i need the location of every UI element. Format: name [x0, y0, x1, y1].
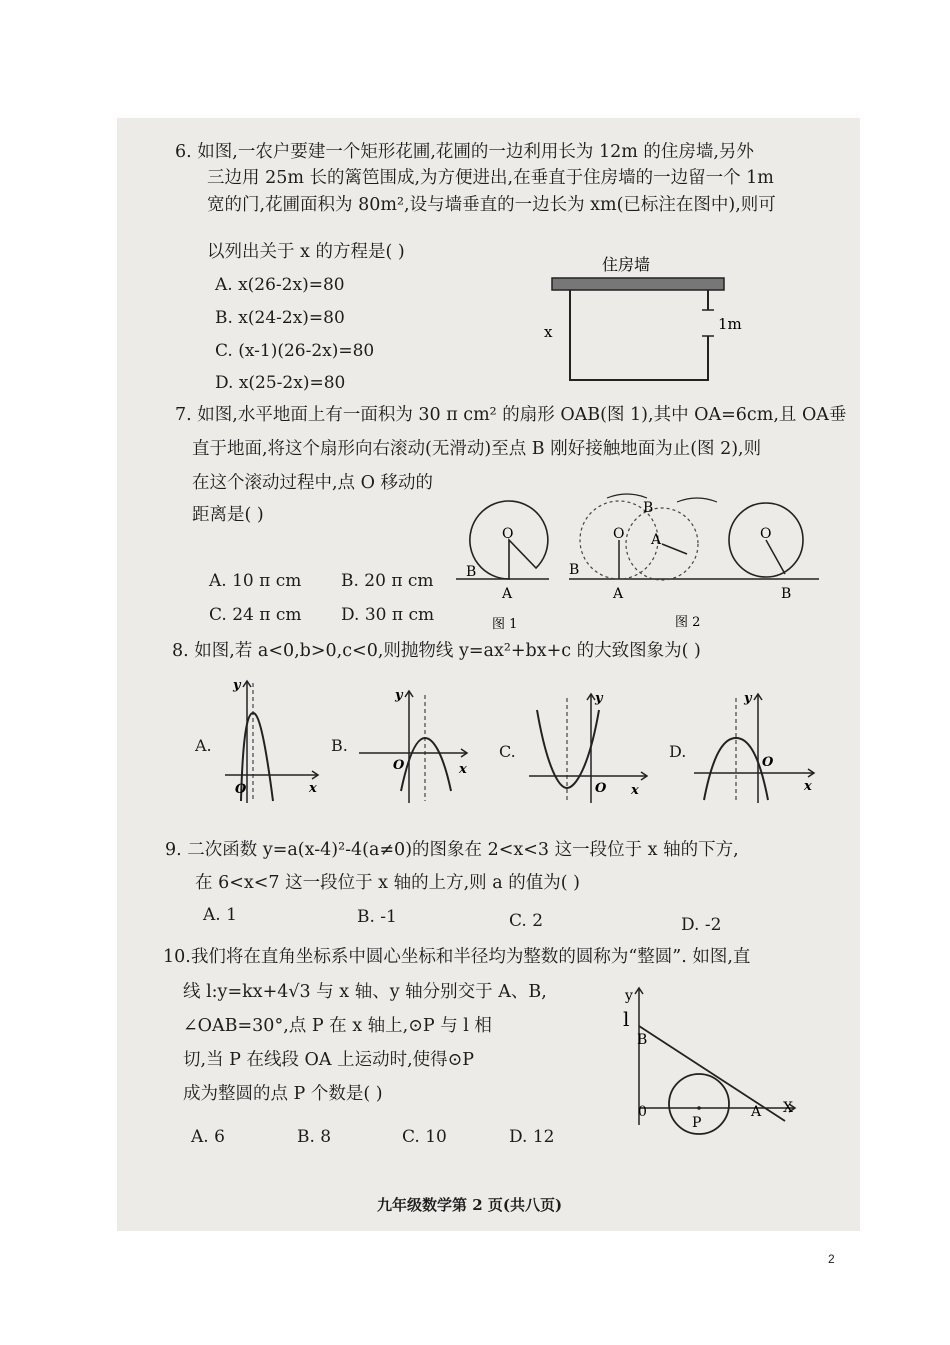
label-a-start: A: [613, 586, 624, 602]
q7-option-c: C. 24 π cm: [209, 605, 302, 625]
svg-text:x: x: [459, 762, 467, 777]
q10-option-c: C. 10: [402, 1127, 447, 1147]
q7-option-a: A. 10 π cm: [209, 571, 302, 591]
tangent-line-l: [639, 1026, 785, 1121]
door-label: 1m: [718, 315, 742, 333]
svg-text:y: y: [233, 678, 241, 693]
svg-text:x: x: [631, 783, 639, 798]
sector-figure-2: [567, 486, 827, 638]
svg-text:O: O: [595, 781, 607, 796]
q9-option-a: A. 1: [203, 905, 237, 925]
label-b-end: B: [781, 586, 792, 602]
graph-a: [223, 673, 323, 808]
label-y: y: [625, 988, 633, 1004]
q10-line-3: ∠OAB=30°,点 P 在 x 轴上,⊙P 与 l 相: [183, 1016, 492, 1036]
sector-figure-1: [454, 488, 564, 638]
center-p: [697, 1106, 701, 1110]
q9-line-2: 在 6<x<7 这一段位于 x 轴的上方,则 a 的值为( ): [195, 873, 580, 893]
fence: [570, 290, 708, 380]
label-b-mid: B: [643, 500, 654, 516]
q10-line-4: 切,当 P 在线段 OA 上运动时,使得⊙P: [183, 1050, 475, 1070]
figure-1-caption: 图 1: [492, 617, 518, 632]
page-number: 2: [828, 1252, 835, 1266]
svg-text:y: y: [744, 691, 752, 706]
label-a: A: [751, 1104, 762, 1120]
label-o-end: O: [760, 526, 772, 542]
svg-text:x: x: [309, 781, 317, 796]
radius-middle: [662, 544, 687, 554]
svg-text:x: x: [804, 779, 812, 794]
motion-arrow-2: [677, 498, 717, 502]
q8-option-c-label: C.: [499, 742, 516, 761]
q7-option-b: B. 20 π cm: [341, 571, 434, 591]
q8-option-d-label: D.: [669, 742, 687, 761]
q7-line-4: 距离是( ): [192, 505, 264, 525]
q10-option-a: A. 6: [191, 1127, 225, 1147]
label-b-start: B: [569, 562, 580, 578]
radius-ob-end: [766, 540, 785, 574]
q6-option-c: C. (x-1)(26-2x)=80: [215, 341, 375, 361]
figure-2-caption: 图 2: [675, 615, 701, 630]
svg-text:O: O: [393, 758, 405, 773]
q9-line-1: 9. 二次函数 y=a(x-4)²-4(a≠0)的图象在 2<x<3 这一段位于 x 轴的下方,: [165, 840, 739, 860]
q6-line-1: 6. 如图,一农户要建一个矩形花圃,花圃的一边利用长为 12m 的住房墙,另外: [175, 142, 754, 162]
graph-c: [527, 688, 657, 808]
q9-option-c: C. 2: [509, 911, 544, 931]
q7-line-2: 直于地面,将这个扇形向右滚动(无滑动)至点 B 刚好接触地面为止(图 2),则: [192, 439, 762, 459]
label-p: P: [692, 1115, 702, 1131]
motion-arrow-1: [607, 494, 647, 498]
q6-line-3: 宽的门,花圃面积为 80m²,设与墙垂直的一边长为 xm(已标注在图中),则可: [207, 195, 776, 215]
q8-option-b-label: B.: [331, 736, 348, 755]
label-o-2: O: [613, 526, 625, 542]
exam-page: [117, 118, 860, 1231]
house-wall: [552, 278, 724, 290]
wall-label: 住房墙: [602, 255, 651, 274]
label-a: A: [502, 586, 513, 602]
q8-option-a-label: A.: [195, 736, 212, 755]
q7-option-d: D. 30 π cm: [341, 605, 435, 625]
page-footer: 九年级数学第 2 页(共八页): [377, 1196, 563, 1214]
label-a-mid: A: [651, 532, 662, 548]
garden-figure: [542, 250, 742, 390]
svg-text:y: y: [595, 691, 603, 706]
label-o: 0: [638, 1104, 647, 1120]
label-o: O: [502, 526, 514, 542]
label-b: B: [637, 1032, 648, 1048]
circle-tangent-figure: [617, 980, 802, 1140]
svg-text:O: O: [762, 755, 774, 770]
q10-line-1: 10.我们将在直角坐标系中圆心坐标和半径均为整数的圆称为“整圆”. 如图,直: [163, 947, 751, 967]
q10-line-2: 线 l:y=kx+4√3 与 x 轴、y 轴分别交于 A、B,: [183, 982, 547, 1002]
q6-line-2: 三边用 25m 长的篱笆围成,为方便进出,在垂直于住房墙的一边留一个 1m: [207, 168, 774, 188]
q9-option-d: D. -2: [681, 915, 722, 935]
q6-line-4: 以列出关于 x 的方程是( ): [207, 242, 405, 262]
q10-option-b: B. 8: [297, 1127, 332, 1147]
label-x: X: [783, 1100, 793, 1116]
svg-text:y: y: [395, 688, 403, 703]
graph-b: [357, 683, 487, 808]
q7-line-3: 在这个滚动过程中,点 O 移动的: [192, 473, 434, 493]
label-b: B: [466, 564, 477, 580]
q7-line-1: 7. 如图,水平地面上有一面积为 30 π cm² 的扇形 OAB(图 1),其中 OA=6cm,且 OA垂: [175, 405, 847, 425]
q6-option-d: D. x(25-2x)=80: [215, 373, 346, 393]
q10-option-d: D. 12: [509, 1127, 555, 1147]
q10-line-5: 成为整圆的点 P 个数是( ): [183, 1084, 383, 1104]
x-label: x: [544, 323, 553, 341]
svg-text:O: O: [235, 782, 247, 797]
q6-option-a: A. x(26-2x)=80: [215, 275, 345, 295]
q6-option-b: B. x(24-2x)=80: [215, 308, 345, 328]
q8-line: 8. 如图,若 a<0,b>0,c<0,则抛物线 y=ax²+bx+c 的大致图象为( ): [172, 641, 701, 661]
graph-d: [692, 688, 822, 808]
label-l: l: [623, 1007, 630, 1031]
q9-option-b: B. -1: [357, 907, 397, 927]
